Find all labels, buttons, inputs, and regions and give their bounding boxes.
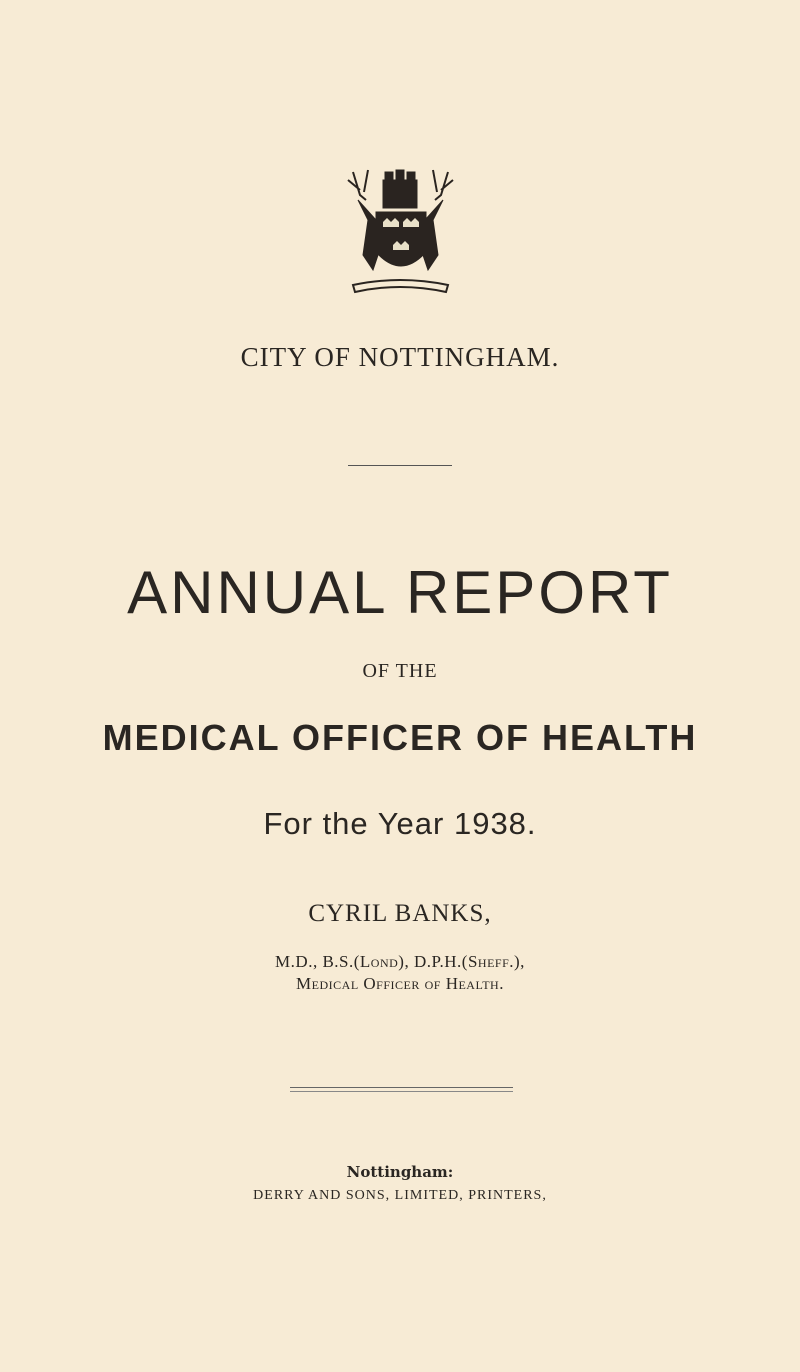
author-qualifications: M.D., B.S.(Lond), D.P.H.(Sheff.), xyxy=(275,952,525,971)
report-title: ANNUAL REPORT xyxy=(127,559,673,626)
imprint-printer: DERRY AND SONS, LIMITED, PRINTERS, xyxy=(253,1188,547,1203)
report-subtitle: MEDICAL OFFICER OF HEALTH xyxy=(102,717,698,758)
imprint-place: Nottingham: xyxy=(346,1163,454,1181)
city-heading: CITY OF NOTTINGHAM. xyxy=(240,342,560,372)
coat-of-arms-crest-icon xyxy=(338,160,463,300)
double-divider xyxy=(290,1087,513,1092)
author-role: Medical Officer of Health. xyxy=(296,974,504,993)
author-name: CYRIL BANKS, xyxy=(308,900,492,927)
year-line: For the Year 1938. xyxy=(263,806,537,841)
of-the-text: OF THE xyxy=(362,660,438,682)
divider xyxy=(348,465,452,466)
